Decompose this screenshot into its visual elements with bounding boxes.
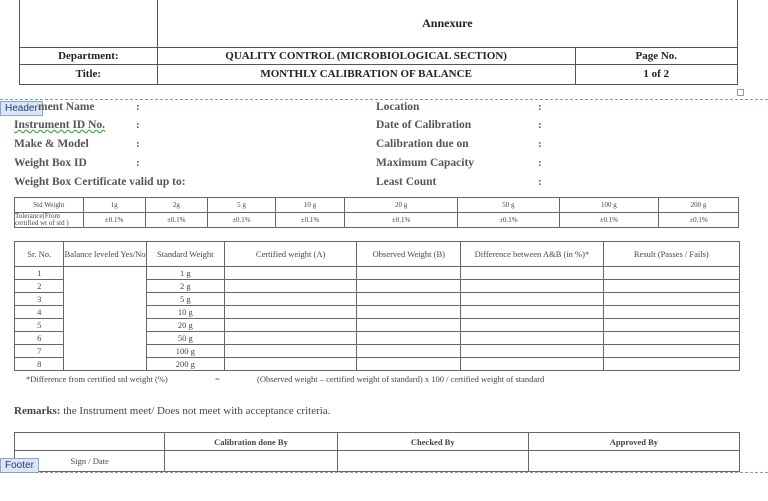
sign-date-label: Sign / Date bbox=[15, 451, 165, 472]
standard-weight-cell: 5 g bbox=[146, 293, 224, 306]
calibration-done-by-sign-cell[interactable] bbox=[165, 451, 337, 472]
difference-cell[interactable] bbox=[461, 267, 603, 280]
tolerance-label-line2: certified wt of std ) bbox=[15, 219, 69, 227]
calibration-table bbox=[14, 241, 740, 371]
footnote-definition: *Difference from certified std weight (%) bbox=[26, 374, 168, 384]
approved-by-sign-cell[interactable] bbox=[528, 451, 739, 472]
tolerance-cell: ±0.1% bbox=[559, 213, 658, 228]
difference-cell[interactable] bbox=[461, 293, 603, 306]
checked-by-header: Checked By bbox=[337, 433, 528, 451]
weight-cell: 10 g bbox=[275, 198, 344, 213]
difference-cell[interactable] bbox=[461, 345, 603, 358]
standard-weight-cell: 50 g bbox=[146, 332, 224, 345]
result-cell[interactable] bbox=[603, 319, 739, 332]
certified-weight-cell[interactable] bbox=[224, 280, 356, 293]
sr-no-cell: 5 bbox=[15, 319, 64, 332]
sr-no-cell: 8 bbox=[15, 358, 64, 371]
date-of-calibration-label: Date of Calibration bbox=[376, 119, 472, 131]
tolerance-cell: ±0.1% bbox=[345, 213, 458, 228]
sr-no-cell: 2 bbox=[15, 280, 64, 293]
result-cell[interactable] bbox=[603, 280, 739, 293]
least-count-label: Least Count bbox=[376, 176, 437, 188]
result-cell[interactable] bbox=[603, 358, 739, 371]
sr-no-cell: 6 bbox=[15, 332, 64, 345]
weight-cell: 50 g bbox=[458, 198, 559, 213]
tolerance-cell: ±0.1% bbox=[659, 213, 739, 228]
balance-leveled-cell[interactable] bbox=[64, 267, 146, 371]
result-cell[interactable] bbox=[603, 267, 739, 280]
standard-weight-cell: 1 g bbox=[146, 267, 224, 280]
tolerance-cell: ±0.1% bbox=[145, 213, 207, 228]
page-no-label: Page No. bbox=[575, 47, 737, 64]
tolerance-cell: ±0.1% bbox=[83, 213, 145, 228]
certified-weight-cell[interactable] bbox=[224, 293, 356, 306]
certified-weight-cell[interactable] bbox=[224, 267, 356, 280]
certified-weight-cell[interactable] bbox=[224, 306, 356, 319]
certified-weight-cell[interactable] bbox=[224, 319, 356, 332]
maximum-capacity-label: Maximum Capacity bbox=[376, 157, 475, 169]
std-weight-label: Std Weight bbox=[15, 198, 84, 213]
title-label: Title: bbox=[20, 64, 158, 84]
checked-by-sign-cell[interactable] bbox=[337, 451, 528, 472]
observed-weight-cell[interactable] bbox=[357, 267, 461, 280]
col-header-standard-weight: Standard Weight bbox=[146, 242, 224, 267]
instrument-name-colon: : bbox=[136, 101, 140, 113]
observed-weight-cell[interactable] bbox=[357, 358, 461, 371]
instrument-name-label: ment Name bbox=[38, 101, 95, 113]
footer-separator bbox=[0, 472, 768, 473]
result-cell[interactable] bbox=[603, 293, 739, 306]
calibration-due-colon: : bbox=[538, 138, 542, 150]
certified-weight-cell[interactable] bbox=[224, 345, 356, 358]
footnote-equals: = bbox=[215, 374, 220, 384]
calibration-due-label: Calibration due on bbox=[376, 138, 469, 150]
signature-blank-header bbox=[15, 433, 165, 451]
weight-cell: 1g bbox=[83, 198, 145, 213]
observed-weight-cell[interactable] bbox=[357, 319, 461, 332]
signature-table bbox=[14, 432, 740, 472]
difference-cell[interactable] bbox=[461, 319, 603, 332]
header-tag[interactable]: Header bbox=[0, 101, 43, 116]
result-cell[interactable] bbox=[603, 306, 739, 319]
page-no-value: 1 of 2 bbox=[575, 64, 737, 84]
department-value: QUALITY CONTROL (MICROBIOLOGICAL SECTION) bbox=[157, 47, 575, 64]
table-row bbox=[15, 267, 740, 280]
weight-cell: 200 g bbox=[659, 198, 739, 213]
observed-weight-cell[interactable] bbox=[357, 306, 461, 319]
weight-tolerance-table bbox=[14, 197, 739, 228]
sr-no-cell: 1 bbox=[15, 267, 64, 280]
weight-cell: 20 g bbox=[345, 198, 458, 213]
sr-no-cell: 7 bbox=[15, 345, 64, 358]
calibration-done-by-header: Calibration done By bbox=[165, 433, 337, 451]
standard-weight-cell: 100 g bbox=[146, 345, 224, 358]
footnote-formula: (Observed weight – certified weight of standard) x 100 / certified weight of standard bbox=[257, 374, 545, 384]
observed-weight-cell[interactable] bbox=[357, 293, 461, 306]
weight-cell: 100 g bbox=[559, 198, 658, 213]
standard-weight-cell: 10 g bbox=[146, 306, 224, 319]
tolerance-cell: ±0.1% bbox=[458, 213, 559, 228]
difference-cell[interactable] bbox=[461, 358, 603, 371]
header-separator bbox=[0, 99, 768, 100]
col-header-sr-no: Sr. No. bbox=[15, 242, 64, 267]
logo-cell bbox=[20, 0, 158, 47]
observed-weight-cell[interactable] bbox=[357, 332, 461, 345]
observed-weight-cell[interactable] bbox=[357, 280, 461, 293]
sr-no-cell: 3 bbox=[15, 293, 64, 306]
location-colon: : bbox=[538, 101, 542, 113]
weight-cell: 5 g bbox=[207, 198, 275, 213]
tolerance-label bbox=[15, 213, 84, 228]
remarks bbox=[14, 405, 330, 417]
certified-weight-cell[interactable] bbox=[224, 332, 356, 345]
tolerance-cell: ±0.1% bbox=[275, 213, 344, 228]
table-resize-handle[interactable] bbox=[737, 89, 744, 96]
sr-no-cell: 4 bbox=[15, 306, 64, 319]
make-model-label: Make & Model bbox=[14, 138, 89, 150]
least-count-colon: : bbox=[538, 176, 542, 188]
result-cell[interactable] bbox=[603, 332, 739, 345]
footer-tag[interactable]: Footer bbox=[0, 458, 39, 473]
maximum-capacity-colon: : bbox=[538, 157, 542, 169]
weight-cell: 2g bbox=[145, 198, 207, 213]
weight-box-id-label: Weight Box ID bbox=[14, 157, 87, 169]
col-header-balance-leveled: Balance leveled Yes/No bbox=[64, 242, 146, 267]
title-value: MONTHLY CALIBRATION OF BALANCE bbox=[157, 64, 575, 84]
col-header-result: Result (Passes / Fails) bbox=[603, 242, 739, 267]
col-header-certified-weight: Certified weight (A) bbox=[224, 242, 356, 267]
instrument-id-colon: : bbox=[136, 119, 140, 131]
make-model-colon: : bbox=[136, 138, 140, 150]
col-header-observed-weight: Observed Weight (B) bbox=[357, 242, 461, 267]
certified-weight-cell[interactable] bbox=[224, 358, 356, 371]
department-label: Department: bbox=[20, 47, 158, 64]
instrument-id-label: Instrument ID No. bbox=[14, 119, 106, 131]
col-header-difference: Difference between A&B (in %)* bbox=[461, 242, 603, 267]
difference-cell[interactable] bbox=[461, 306, 603, 319]
annexure-title: Annexure bbox=[157, 0, 737, 47]
date-of-calibration-colon: : bbox=[538, 119, 542, 131]
standard-weight-cell: 2 g bbox=[146, 280, 224, 293]
observed-weight-cell[interactable] bbox=[357, 345, 461, 358]
certificate-validity-label: Weight Box Certificate valid up to: bbox=[14, 176, 186, 188]
remarks-text: the Instrument meet/ Does not meet with acceptance criteria. bbox=[60, 405, 331, 417]
weight-box-id-colon: : bbox=[136, 157, 140, 169]
document-header-table bbox=[19, 0, 738, 85]
approved-by-header: Approved By bbox=[528, 433, 739, 451]
standard-weight-cell: 200 g bbox=[146, 358, 224, 371]
standard-weight-cell: 20 g bbox=[146, 319, 224, 332]
tolerance-label-line1: Tolerance(From bbox=[15, 212, 60, 220]
tolerance-cell: ±0.1% bbox=[207, 213, 275, 228]
difference-cell[interactable] bbox=[461, 280, 603, 293]
remarks-label: Remarks: bbox=[14, 405, 61, 417]
difference-cell[interactable] bbox=[461, 332, 603, 345]
location-label: Location bbox=[376, 101, 420, 113]
result-cell[interactable] bbox=[603, 345, 739, 358]
